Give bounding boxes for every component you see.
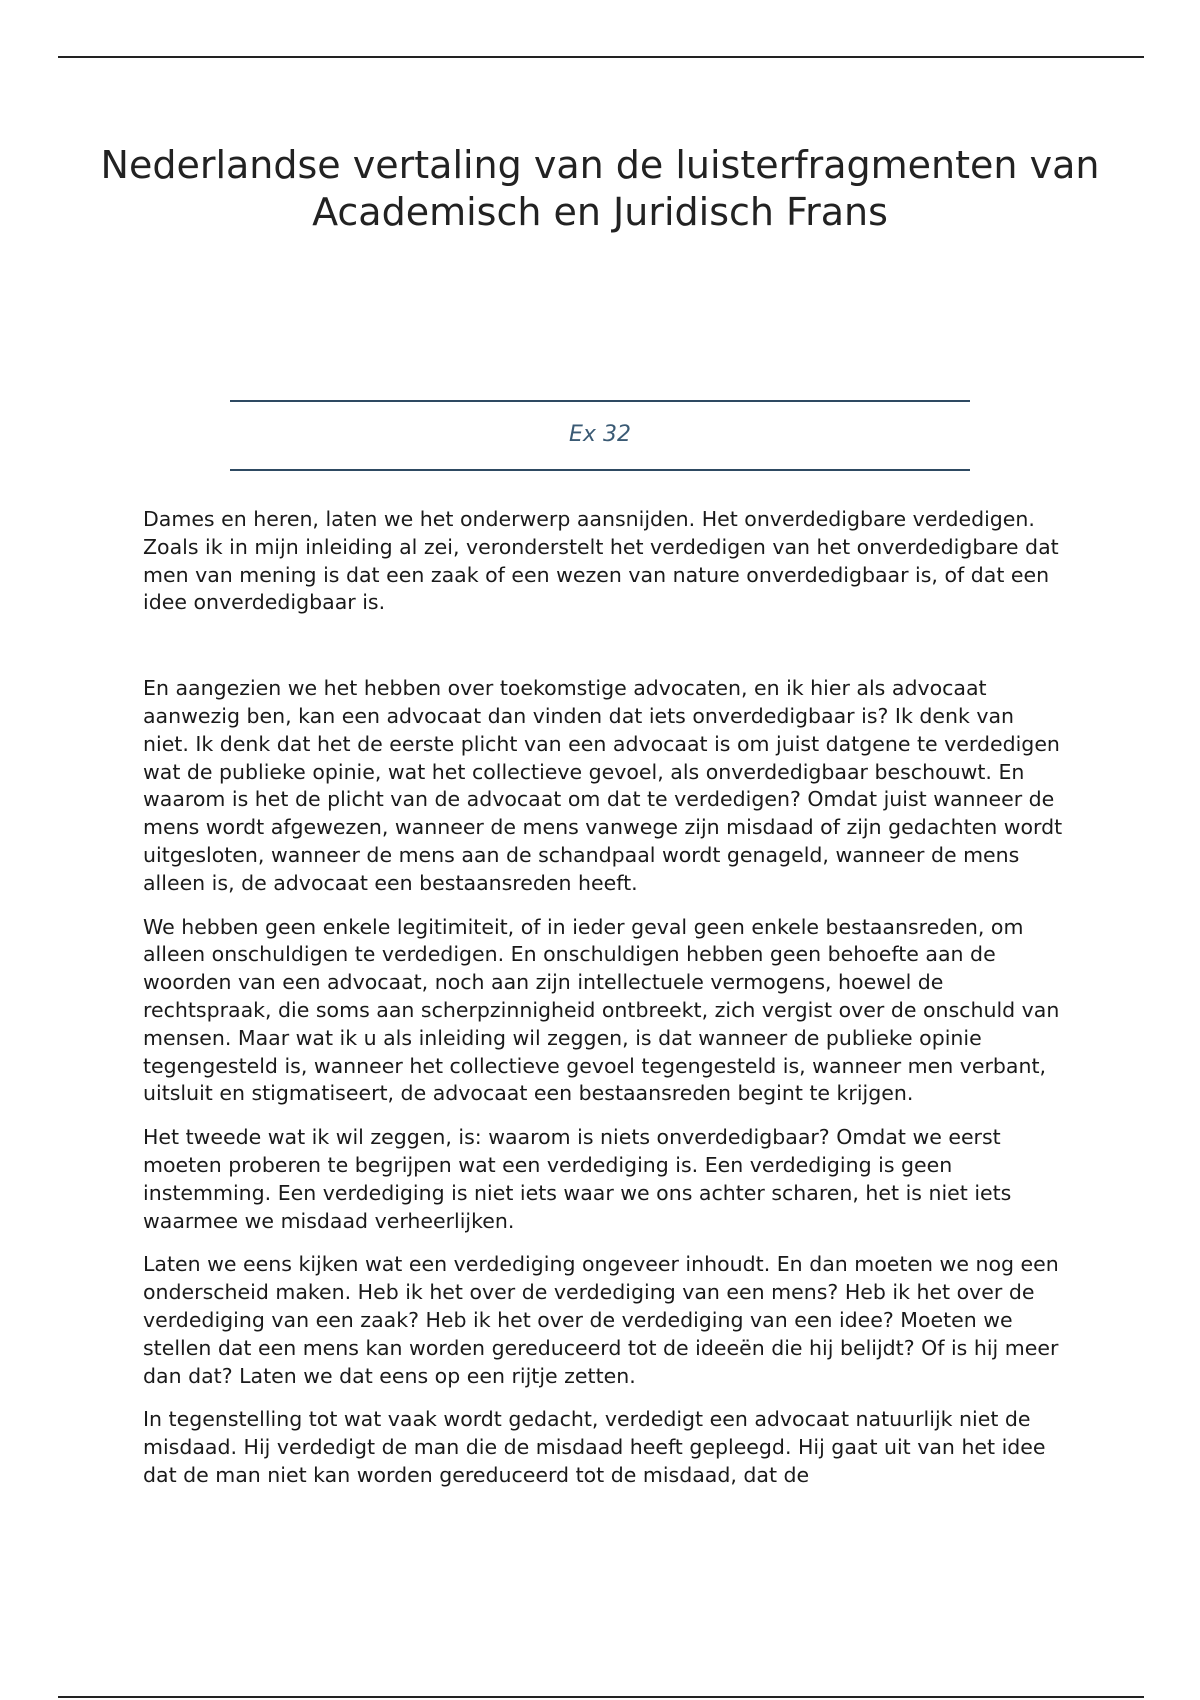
exercise-rule-top — [230, 400, 970, 402]
paragraph: Laten we eens kijken wat een verdediging ongeveer inhoudt. En dan moeten we nog een onderscheid maken. Heb ik het over de verdediging van een mens? Heb ik het over de verdediging van een zaak? Heb ik het over de verdediging van een idee? Moeten we stellen dat een mens kan worden gereduceerd tot de ideeën die hij belijdt? Of is hij meer dan dat? Laten we dat eens op een rijtje zetten. — [143, 1252, 1059, 1388]
paragraph: Het tweede wat ik wil zeggen, is: waarom is niets onverdedigbaar? Omdat we eerst moeten proberen te begrijpen wat een verdediging is. Een verdediging is geen instemming. Een verdediging is niet iets waar we ons achter scharen, het is niet iets waarmee we misdaad verheerlijken. — [143, 1125, 1012, 1233]
paragraph: En aangezien we het hebben over toekomstige advocaten, en ik hier als advocaat aanwezig ben, kan een advocaat dan vinden dat iets onverdedigbaar is? Ik denk van niet. Ik denk dat het de eerste plicht van een advocaat is om juist datgene te verdedigen wat de publieke opinie, wat het collectieve gevoel, als onverdedigbaar beschouwt. En waarom is het de plicht van de advocaat om dat te verdedigen? Omdat juist wanneer de mens wordt afgewezen, wanneer de mens vanwege zijn misdaad of zijn gedachten wordt uitgesloten, wanneer de mens aan de schandpaal wordt genageld, wanneer de mens alleen is, de advocaat een bestaansreden heeft. — [143, 676, 1063, 895]
exercise-rule-bottom — [230, 469, 970, 471]
exercise-label: Ex 32 — [569, 422, 631, 447]
page-top-rule — [58, 56, 1144, 58]
page-bottom-rule — [58, 1696, 1144, 1698]
document-title: Nederlandse vertaling van de luisterfragmenten van Academisch en Juridisch Frans — [100, 143, 1100, 234]
document-body — [143, 506, 1063, 1506]
paragraph: In tegenstelling tot wat vaak wordt gedacht, verdedigt een advocaat natuurlijk niet de misdaad. Hij verdedigt de man die de misdaad heeft gepleegd. Hij gaat uit van het idee dat de man niet kan worden gereduceerd tot de misdaad, dat de — [143, 1407, 1046, 1487]
paragraph: Dames en heren, laten we het onderwerp aansnijden. Het onverdedigbare verdedigen. Zoals ik in mijn inleiding al zei, veronderstelt het verdedigen van het onverdedigbare dat men van mening is dat een zaak of een wezen van nature onverdedigbaar is, of dat een idee onverdedigbaar is. — [143, 507, 1059, 615]
paragraph: We hebben geen enkele legitimiteit, of in ieder geval geen enkele bestaansreden, om alleen onschuldigen te verdedigen. En onschuldigen hebben geen behoefte aan de woorden van een advocaat, noch aan zijn intellectuele vermogens, hoewel de rechtspraak, die soms aan scherpzinnigheid ontbreekt, zich vergist over de onschuld van mensen. Maar wat ik u als inleiding wil zeggen, is dat wanneer de publieke opinie tegengesteld is, wanneer het collectieve gevoel tegengesteld is, wanneer men verbant, uitsluit en stigmatiseert, de advocaat een bestaansreden begint te krijgen. — [143, 914, 1060, 1106]
